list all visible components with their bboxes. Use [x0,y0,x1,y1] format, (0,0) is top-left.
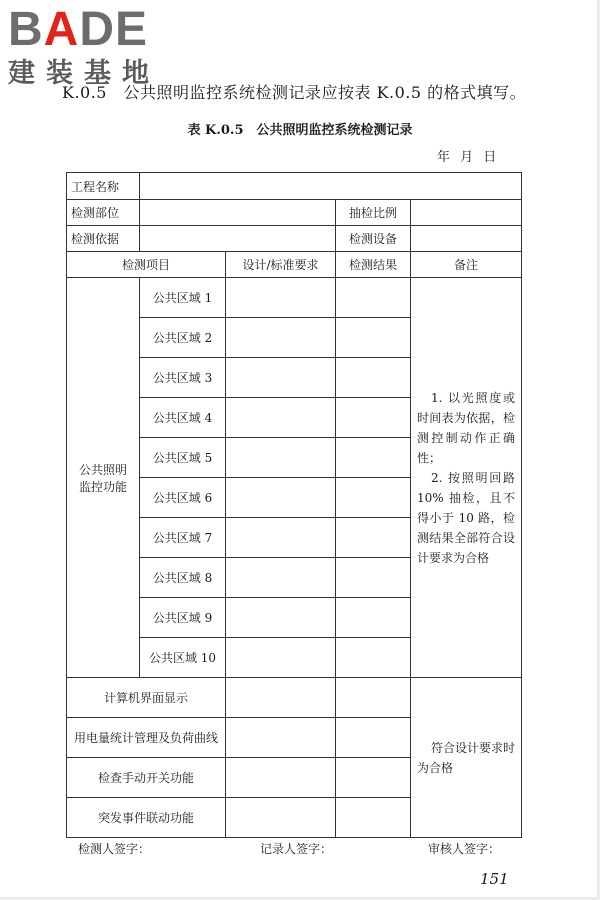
inspector-signature-label: 检测人签字： [78,842,151,856]
requirement-cell [226,318,336,358]
page-number: 151 [480,870,509,888]
requirement-cell [226,758,336,798]
item-label: 计算机界面显示 [67,678,226,718]
bade-logo [8,4,178,90]
requirement-cell [226,478,336,518]
zone-label: 公共区域 2 [140,318,226,358]
header-result: 检测结果 [336,252,411,278]
requirement-cell [226,558,336,598]
requirement-cell [226,518,336,558]
intro-paragraph: K.0.5 公共照明监控系统检测记录应按表 K.0.5 的格式填写。 [62,83,527,102]
inspect-part-value [140,200,336,226]
inspect-part-label: 检测部位 [67,200,140,226]
result-cell [336,678,411,718]
result-cell [336,558,411,598]
requirement-cell [226,718,336,758]
recorder-signature-label: 记录人签字： [260,842,333,856]
table-header-row [67,252,522,278]
inspect-equipment-label: 检测设备 [336,226,411,252]
remarks-note-1 [411,278,522,678]
result-cell [336,798,411,838]
result-cell [336,638,411,678]
logo-wordmark [8,4,178,56]
result-cell [336,758,411,798]
date-line: 年 月 日 [437,150,497,165]
requirement-cell [226,638,336,678]
result-cell [336,718,411,758]
table-row [67,226,522,252]
logo-letters-de: DE [79,3,149,56]
table-row [67,678,522,718]
zone-label: 公共区域 5 [140,438,226,478]
inspect-equipment-value [411,226,522,252]
table-row [67,278,522,318]
zone-label: 公共区域 8 [140,558,226,598]
requirement-cell [226,598,336,638]
header-remarks: 备注 [411,252,522,278]
logo-subtitle: 建装基地 [8,58,160,89]
inspect-basis-value [140,226,336,252]
group-label: 公共照明监控功能 [67,278,140,678]
zone-label: 公共区域 6 [140,478,226,518]
item-label: 用电量统计管理及负荷曲线 [67,718,226,758]
inspect-basis-label: 检测依据 [67,226,140,252]
table-row [67,173,522,200]
note-2-text: 符合设计要求时为合格 [417,740,516,775]
result-cell [336,438,411,478]
zone-label: 公共区域 10 [140,638,226,678]
project-name-label: 工程名称 [67,173,140,200]
requirement-cell [226,398,336,438]
header-requirement: 设计/标准要求 [226,252,336,278]
zone-label: 公共区域 9 [140,598,226,638]
result-cell [336,278,411,318]
header-item: 检测项目 [67,252,226,278]
note-1-item-1: 1. 以光照度或时间表为依据，检测控制动作正确性； [417,390,515,465]
table-caption: 表 K.0.5 公共照明监控系统检测记录 [187,123,413,138]
zone-label: 公共区域 3 [140,358,226,398]
result-cell [336,358,411,398]
zone-label: 公共区域 4 [140,398,226,438]
logo-letter-b: B [8,3,44,56]
result-cell [336,518,411,558]
logo-letter-a: A [43,3,80,56]
requirement-cell [226,278,336,318]
reviewer-signature-label: 审核人签字： [428,842,501,856]
item-label: 突发事件联动功能 [67,798,226,838]
requirement-cell [226,798,336,838]
sampling-ratio-value [411,200,522,226]
project-name-value [140,173,522,200]
requirement-cell [226,438,336,478]
table-row [67,200,522,226]
result-cell [336,478,411,518]
zone-label: 公共区域 1 [140,278,226,318]
zone-label: 公共区域 7 [140,518,226,558]
sampling-ratio-label: 抽检比例 [336,200,411,226]
requirement-cell [226,358,336,398]
remarks-note-2 [411,678,522,838]
requirement-cell [226,678,336,718]
note-1-item-2: 2. 按照明回路 10% 抽检，且不得小于 10 路，检测结果全部符合设计要求为合格 [417,470,515,565]
result-cell [336,318,411,358]
result-cell [336,598,411,638]
item-label: 检查手动开关功能 [67,758,226,798]
result-cell [336,398,411,438]
record-table [66,172,522,838]
